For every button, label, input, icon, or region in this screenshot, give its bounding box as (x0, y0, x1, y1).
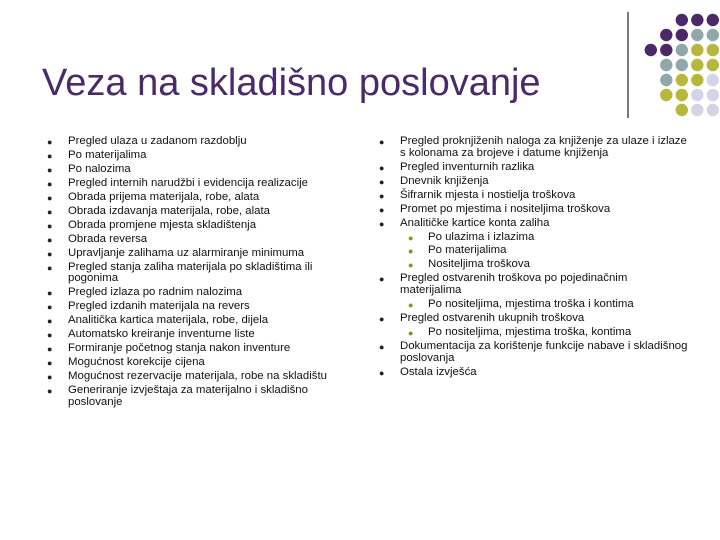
sub-list-item (400, 299, 690, 311)
bullet-icon: ● (379, 137, 385, 147)
list-item-text: Analitička kartica materijala, robe, dijela (68, 314, 269, 327)
list-item-text: Dnevnik knjiženja (400, 174, 489, 187)
decorative-dot (691, 59, 703, 71)
list-item (379, 216, 690, 230)
bullet-icon: ● (47, 358, 53, 369)
list-item (379, 312, 690, 325)
list-item-text: Promet po mjestima i nositeljima troškova (400, 202, 611, 215)
bullet-icon: ● (379, 274, 385, 285)
bullet-icon: ● (379, 314, 385, 325)
bullet-icon: ● (408, 260, 414, 271)
bullet-icon: ● (379, 341, 385, 352)
list-item (47, 260, 358, 285)
list-item (47, 370, 358, 383)
list-item-text: Analitičke kartice konta zaliha (400, 216, 550, 229)
bullet-icon: ● (379, 218, 385, 229)
bullet-icon: ● (47, 178, 53, 189)
slide-title: Veza na skladišno poslovanje (42, 62, 541, 104)
list-item (47, 342, 358, 355)
bullet-icon: ● (47, 206, 53, 217)
decorative-dot (660, 89, 672, 101)
list-item-text: Šifrarnik mjesta i nostielja troškova (400, 188, 576, 201)
list-item-text: Pregled ostvarenih ukupnih troškova (400, 312, 585, 325)
list-item (379, 365, 690, 379)
list-item (47, 384, 358, 408)
list-item (47, 162, 358, 176)
list-item-text: Mogućnost rezervacije materijala, robe na skladištu (68, 370, 327, 383)
list-item-text: Automatsko kreiranje inventurne liste (68, 328, 255, 341)
bullet-icon: ● (47, 330, 53, 341)
bullet-icon: ● (47, 137, 53, 147)
decorative-dot (660, 44, 672, 56)
list-item-text: Pregled ulaza u zadanom razdoblju (68, 135, 247, 147)
list-item-text: Pregled izdanih materijala na revers (68, 300, 250, 313)
list-item (47, 190, 358, 204)
list-item (47, 286, 358, 299)
decorative-dot (707, 44, 719, 56)
list-item-text: Pregled stanja zaliha materijala po skladištima ili pogonima (68, 260, 313, 285)
decorative-dot (707, 14, 719, 26)
list-item (379, 188, 690, 202)
decorative-dot (691, 44, 703, 56)
bullet-icon: ● (47, 344, 53, 355)
list-item (47, 300, 358, 313)
bullet-icon: ● (47, 234, 53, 245)
list-item (47, 314, 358, 327)
list-item-text: Upravljanje zalihama uz alarmiranje minimuma (68, 246, 305, 259)
left-bullet-list (47, 135, 358, 411)
bullet-icon: ● (47, 164, 53, 175)
list-item-text: Ostala izvješća (400, 365, 477, 378)
list-item-text: Obrada prijema materijala, robe, alata (68, 190, 260, 203)
bullet-icon: ● (379, 190, 385, 201)
right-bullet-list (379, 135, 690, 381)
decorative-dot (707, 104, 719, 116)
list-item-text: Po nalozima (68, 162, 131, 175)
decorative-dot (676, 44, 688, 56)
list-item-text: Po nositeljima, mjestima troška, kontima (428, 326, 632, 338)
bullet-icon: ● (47, 386, 53, 397)
bullet-icon: ● (47, 288, 53, 299)
bullet-icon: ● (408, 246, 414, 257)
decorative-dot (691, 29, 703, 41)
list-item-text: Mogućnost korekcije cijena (68, 356, 205, 369)
decorative-dot (676, 29, 688, 41)
decorative-dot (707, 29, 719, 41)
decorative-dot (660, 59, 672, 71)
bullet-icon: ● (379, 162, 385, 173)
decorative-dot-grid (640, 12, 720, 122)
list-item (47, 356, 358, 369)
decorative-dot (707, 74, 719, 86)
bullet-icon: ● (408, 328, 414, 338)
bullet-icon: ● (379, 176, 385, 187)
sub-list-item (400, 259, 690, 271)
decorative-dot (691, 89, 703, 101)
list-item-text: Po ulazima i izlazima (428, 230, 535, 243)
decorative-dot (691, 14, 703, 26)
list-item (379, 135, 690, 159)
decorative-dot (707, 89, 719, 101)
sub-list-item (400, 327, 690, 339)
bullet-icon: ● (47, 192, 53, 203)
bullet-icon: ● (47, 316, 53, 327)
list-item-text: Formiranje početnog stanja nakon inventure (68, 342, 291, 355)
bullet-icon: ● (47, 262, 53, 273)
bullet-icon: ● (47, 248, 53, 259)
decorative-dot (676, 14, 688, 26)
list-item (47, 218, 358, 232)
decorative-dot (691, 104, 703, 116)
decorative-dot (676, 74, 688, 86)
list-item (47, 135, 358, 148)
bullet-icon: ● (408, 232, 414, 243)
decorative-dot (645, 44, 657, 56)
list-item-text: Dokumentacija za korištenje funkcije nabave i skladišnog poslovanja (400, 339, 688, 364)
list-item (379, 272, 690, 297)
list-item-text: Obrada izdavanja materijala, robe, alata (68, 204, 270, 217)
list-item-text: Po materijalima (428, 244, 507, 257)
list-item (47, 148, 358, 162)
decorative-dot (660, 29, 672, 41)
decorative-dot (676, 104, 688, 116)
decorative-dot (707, 59, 719, 71)
list-item (47, 246, 358, 260)
decorative-dot (660, 74, 672, 86)
list-item (47, 232, 358, 246)
decorative-dot (676, 59, 688, 71)
bullet-icon: ● (47, 220, 53, 231)
list-item (47, 176, 358, 190)
list-item-text: Obrada promjene mjesta skladištenja (68, 218, 257, 231)
list-item-text: Po nositeljima, mjestima troška i kontima (428, 298, 634, 311)
list-item (47, 204, 358, 218)
list-item-text: Pregled internih narudžbi i evidencija realizacije (68, 176, 308, 189)
list-item-text: Nositeljima troškova (428, 258, 530, 271)
list-item-text: Generiranje izvještaja za materijalno i skladišno poslovanje (68, 384, 308, 408)
list-item-text: Po materijalima (68, 148, 147, 161)
list-item-text: Obrada reversa (68, 232, 148, 245)
bullet-icon: ● (379, 204, 385, 215)
decorative-dot (691, 74, 703, 86)
sub-list-item (400, 232, 690, 244)
list-item-text: Pregled proknjiženih naloga za knjiženje za ulaze i izlaze s kolonama za brojeve i datume knjiženja (400, 135, 687, 159)
title-divider-line (627, 12, 629, 118)
list-item (379, 339, 690, 364)
list-item (379, 160, 690, 174)
bullet-icon: ● (47, 372, 53, 383)
sub-list-item (400, 245, 690, 257)
list-item-text: Pregled ostvarenih troškova po pojedinačnim materijalima (400, 272, 628, 297)
list-item (379, 174, 690, 188)
bullet-icon: ● (47, 302, 53, 313)
list-item-text: Pregled inventurnih razlika (400, 160, 535, 173)
bullet-icon: ● (47, 150, 53, 161)
list-item (47, 328, 358, 341)
list-item-text: Pregled izlaza po radnim nalozima (68, 286, 243, 299)
bullet-icon: ● (379, 367, 385, 378)
decorative-dot (676, 89, 688, 101)
list-item (379, 202, 690, 216)
bullet-icon: ● (408, 300, 414, 311)
